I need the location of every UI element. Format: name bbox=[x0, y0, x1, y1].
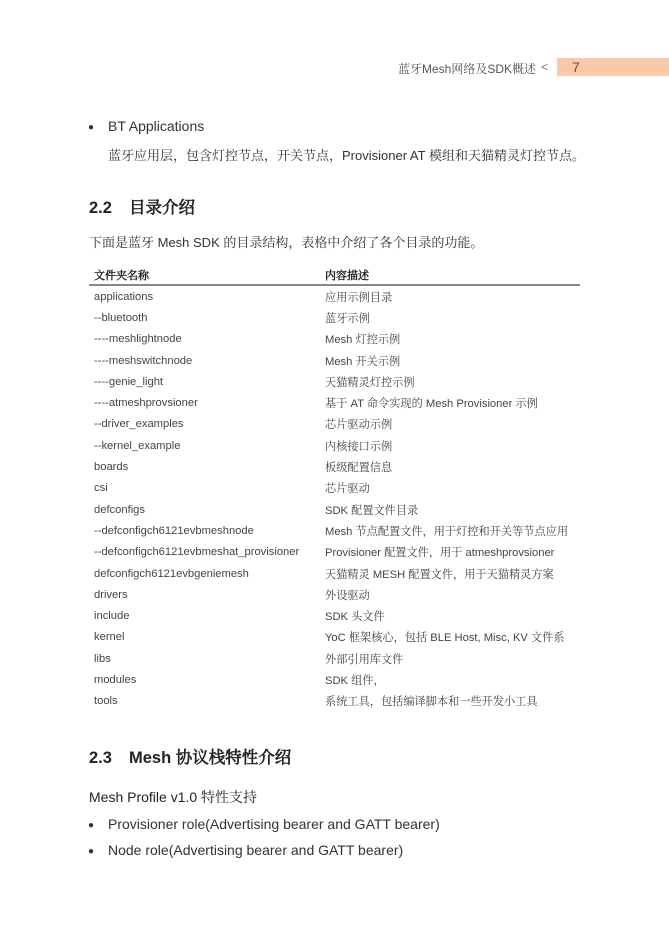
bullet-item-node-role bbox=[88, 842, 403, 858]
cell-desc: 蓝牙示例 bbox=[325, 312, 370, 325]
page-number: 7 bbox=[557, 58, 669, 76]
cell-name: kernel bbox=[94, 631, 125, 644]
cell-name: modules bbox=[94, 673, 137, 686]
cell-desc: 天猫精灵 MESH 配置文件，用于天猫精灵方案 bbox=[325, 568, 554, 581]
table-row bbox=[89, 478, 580, 499]
cell-desc: Provisioner 配置文件，用于 atmeshprovsioner bbox=[325, 547, 555, 560]
cell-name: tools bbox=[94, 695, 118, 708]
bullet-icon: ● bbox=[88, 845, 95, 857]
cell-name: defconfigs bbox=[94, 503, 145, 516]
table-row bbox=[89, 520, 580, 541]
table-row bbox=[89, 329, 580, 350]
cell-name: csi bbox=[94, 482, 108, 495]
cell-desc: 内核接口示例 bbox=[325, 440, 393, 453]
cell-name: ----meshswitchnode bbox=[94, 354, 193, 367]
bullet-item-bt-applications bbox=[88, 118, 204, 134]
cell-name: ----genie_light bbox=[94, 375, 164, 388]
subsection-heading: Mesh Profile v1.0 特性支持 bbox=[89, 789, 258, 805]
header-content-desc: 内容描述 bbox=[325, 270, 369, 282]
bullet-icon: ● bbox=[88, 819, 95, 831]
bullet-icon: ● bbox=[88, 121, 95, 133]
table-row bbox=[89, 584, 580, 605]
cell-desc: Mesh 节点配置文件，用于灯控和开关等节点应用 bbox=[325, 525, 569, 538]
cell-name: --driver_examples bbox=[94, 418, 184, 431]
bullet-item-provisioner-role bbox=[88, 816, 440, 832]
chapter-title: 蓝牙Mesh网络及SDK概述 bbox=[398, 62, 537, 76]
cell-name: applications bbox=[94, 290, 154, 303]
table-row bbox=[89, 456, 580, 477]
cell-name: ----meshlightnode bbox=[94, 333, 182, 346]
table-row bbox=[89, 435, 580, 456]
bullet-text: Node role(Advertising bearer and GATT bearer) bbox=[108, 842, 404, 858]
table-row bbox=[89, 414, 580, 435]
section-description: 下面是蓝牙 Mesh SDK 的目录结构，表格中介绍了各个目录的功能。 bbox=[89, 235, 484, 250]
table-row bbox=[89, 499, 580, 520]
table-row bbox=[89, 563, 580, 584]
cell-desc: 应用示例目录 bbox=[325, 291, 393, 304]
section-heading-2-3 bbox=[89, 744, 291, 768]
section-heading-2-2 bbox=[89, 194, 195, 218]
table-row bbox=[89, 605, 580, 626]
section-number: 2.3 bbox=[89, 749, 112, 767]
cell-desc: Mesh 开关示例 bbox=[325, 355, 401, 368]
cell-name: --kernel_example bbox=[94, 439, 181, 452]
table-row bbox=[89, 669, 580, 690]
cell-name: drivers bbox=[94, 588, 128, 601]
table-row bbox=[89, 307, 580, 328]
cell-name: boards bbox=[94, 461, 129, 474]
cell-name: defconfigch6121evbgeniemesh bbox=[94, 567, 249, 580]
cell-desc: 板级配置信息 bbox=[325, 462, 393, 475]
cell-name: ----atmeshprovsioner bbox=[94, 397, 198, 410]
cell-desc: 外部引用库文件 bbox=[325, 653, 404, 666]
cell-desc: SDK 配置文件目录 bbox=[325, 504, 419, 517]
bullet-text: BT Applications bbox=[108, 118, 205, 134]
directory-table bbox=[89, 268, 580, 712]
table-header bbox=[89, 268, 580, 286]
cell-desc: 外设驱动 bbox=[325, 589, 370, 602]
cell-desc: SDK 头文件 bbox=[325, 611, 385, 624]
cell-name: --bluetooth bbox=[94, 311, 148, 324]
table-row bbox=[89, 371, 580, 392]
table-row bbox=[89, 691, 580, 712]
cell-desc: YoC 框架核心，包括 BLE Host, Misc, KV 文件系 bbox=[325, 632, 565, 645]
table-row bbox=[89, 350, 580, 371]
table-row bbox=[89, 286, 580, 307]
cell-desc: 芯片驱动示例 bbox=[325, 419, 393, 432]
cell-desc: 芯片驱动 bbox=[325, 483, 370, 496]
cell-desc: SDK 组件， bbox=[325, 674, 385, 687]
table-body bbox=[89, 286, 580, 712]
cell-desc: Mesh 灯控示例 bbox=[325, 334, 401, 347]
cell-name: --defconfigch6121evbmeshnode bbox=[94, 524, 254, 537]
page-header bbox=[0, 58, 669, 78]
cell-desc: 天猫精灵灯控示例 bbox=[325, 376, 415, 389]
bullet-description: 蓝牙应用层，包含灯控节点，开关节点，Provisioner AT 模组和天猫精灵灯控节点。 bbox=[108, 148, 585, 163]
table-row bbox=[89, 627, 580, 648]
cell-desc: 系统工具，包括编译脚本和一些开发小工具 bbox=[325, 696, 538, 709]
cell-name: --defconfigch6121evbmeshat_provisioner bbox=[94, 546, 300, 559]
table-row bbox=[89, 648, 580, 669]
table-row bbox=[89, 392, 580, 413]
table-row bbox=[89, 542, 580, 563]
section-number: 2.2 bbox=[89, 199, 112, 217]
section-title: 目录介绍 bbox=[129, 199, 195, 217]
header-folder-name: 文件夹名称 bbox=[94, 270, 149, 282]
section-title: Mesh 协议栈特性介绍 bbox=[129, 749, 292, 767]
cell-desc: 基于 AT 命令实现的 Mesh Provisioner 示例 bbox=[325, 398, 538, 411]
cell-name: include bbox=[94, 610, 130, 623]
bullet-text: Provisioner role(Advertising bearer and GATT bearer) bbox=[108, 816, 440, 832]
cell-name: libs bbox=[94, 652, 111, 665]
chevron-left-icon: < bbox=[541, 60, 549, 74]
